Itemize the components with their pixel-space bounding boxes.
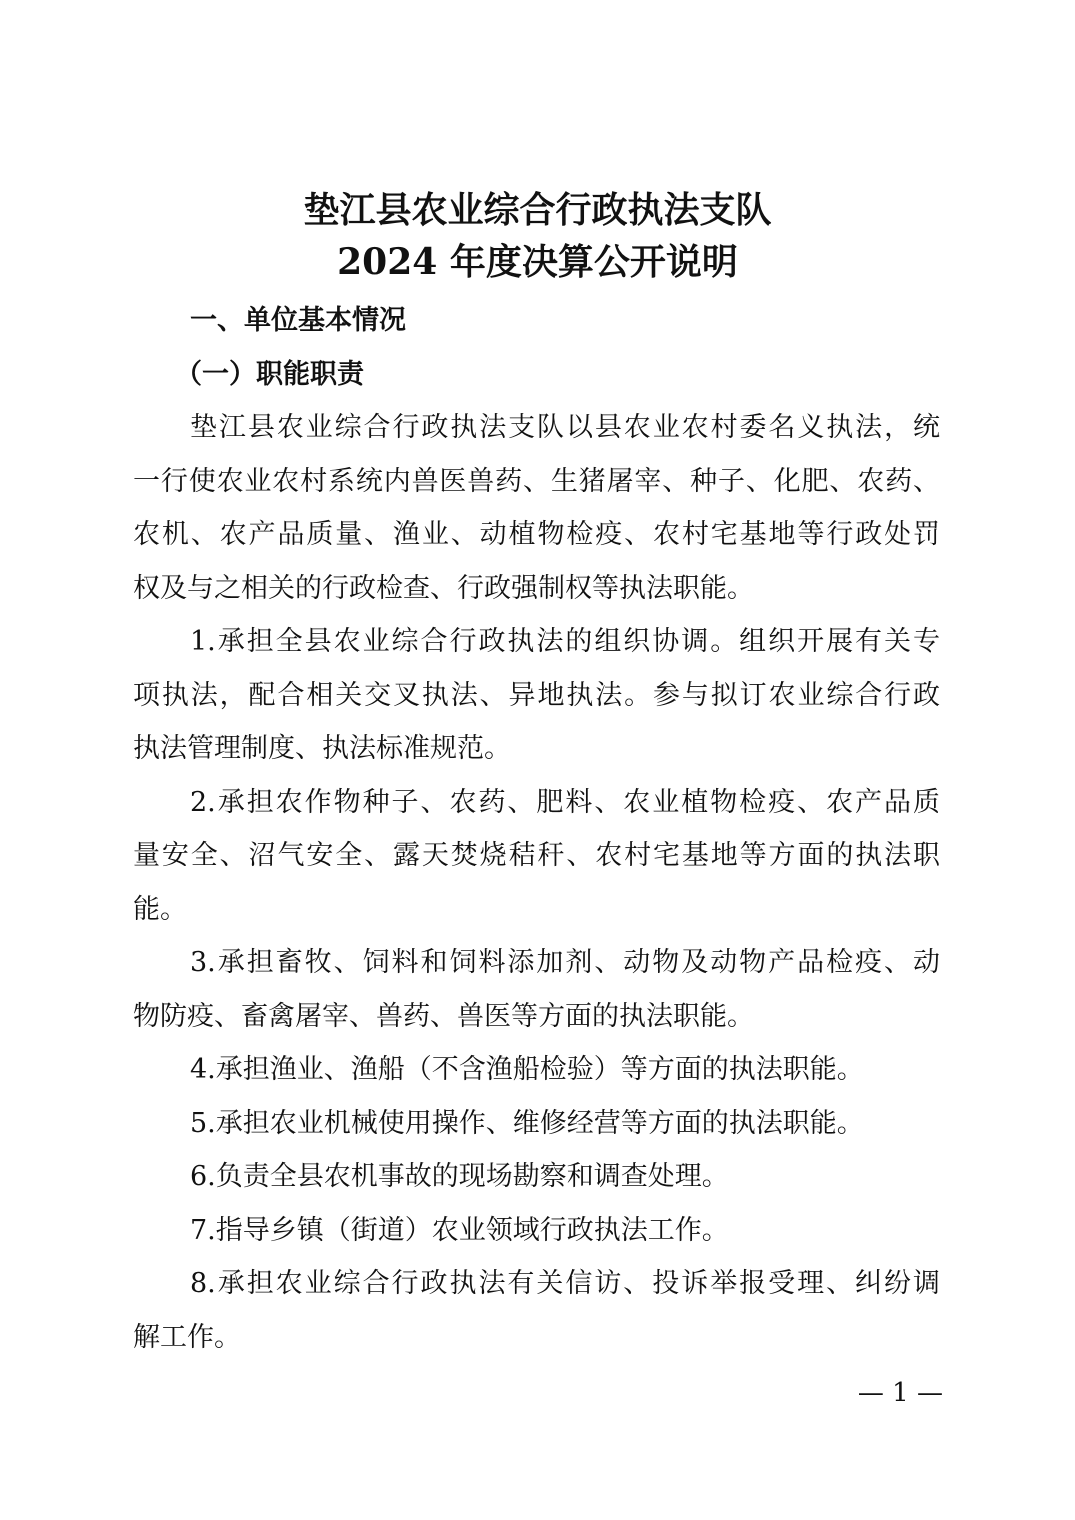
paragraph-line: 项执法，配合相关交叉执法、异地执法。参与拟订农业综合行政 <box>133 679 940 711</box>
paragraph-line: 垫江县农业综合行政执法支队以县农业农村委名义执法，统 <box>190 412 940 443</box>
document-body <box>133 294 940 1364</box>
paragraph-line: 农机、农产品质量、渔业、动植物检疫、农村宅基地等行政处罚 <box>133 519 940 550</box>
document-title-line-2: 2024 年度决算公开说明 <box>337 241 738 283</box>
paragraph-line: 1.承担全县农业综合行政执法的组织协调。组织开展有关专 <box>190 626 940 657</box>
paragraph-line: 3.承担畜牧、饲料和饲料添加剂、动物及动物产品检疫、动 <box>190 947 940 978</box>
paragraph-line: 执法管理制度、执法标准规范。 <box>133 733 511 764</box>
paragraph-line: 物防疫、畜禽屠宰、兽药、兽医等方面的执法职能。 <box>133 1000 754 1032</box>
page-number: — 1 — <box>857 1378 943 1408</box>
paragraph-line: 5.承担农业机械使用操作、维修经营等方面的执法职能。 <box>190 1107 864 1139</box>
paragraph-line: 权及与之相关的行政检查、行政强制权等执法职能。 <box>133 572 754 604</box>
paragraph-line: 2.承担农作物种子、农药、肥料、农业植物检疫、农产品质 <box>190 786 940 818</box>
document-title-line-1: 垫江县农业综合行政执法支队 <box>303 189 772 231</box>
subsection-heading: （一）职能职责 <box>175 358 364 390</box>
paragraph-line: 8.承担农业综合行政执法有关信访、投诉举报受理、纠纷调 <box>190 1268 940 1299</box>
paragraph-line: 解工作。 <box>133 1321 241 1353</box>
paragraph-line: 量安全、沼气安全、露天焚烧秸秆、农村宅基地等方面的执法职 <box>133 840 940 871</box>
paragraph-line: 一行使农业农村系统内兽医兽药、生猪屠宰、种子、化肥、农药、 <box>133 465 940 497</box>
paragraph-line: 7.指导乡镇（街道）农业领域行政执法工作。 <box>190 1214 729 1246</box>
section-heading: 一、单位基本情况 <box>190 305 406 336</box>
paragraph-line: 6.负责全县农机事故的现场勘察和调查处理。 <box>190 1161 729 1192</box>
paragraph-line: 4.承担渔业、渔船（不含渔船检验）等方面的执法职能。 <box>190 1054 864 1085</box>
paragraph-line: 能。 <box>133 893 187 925</box>
